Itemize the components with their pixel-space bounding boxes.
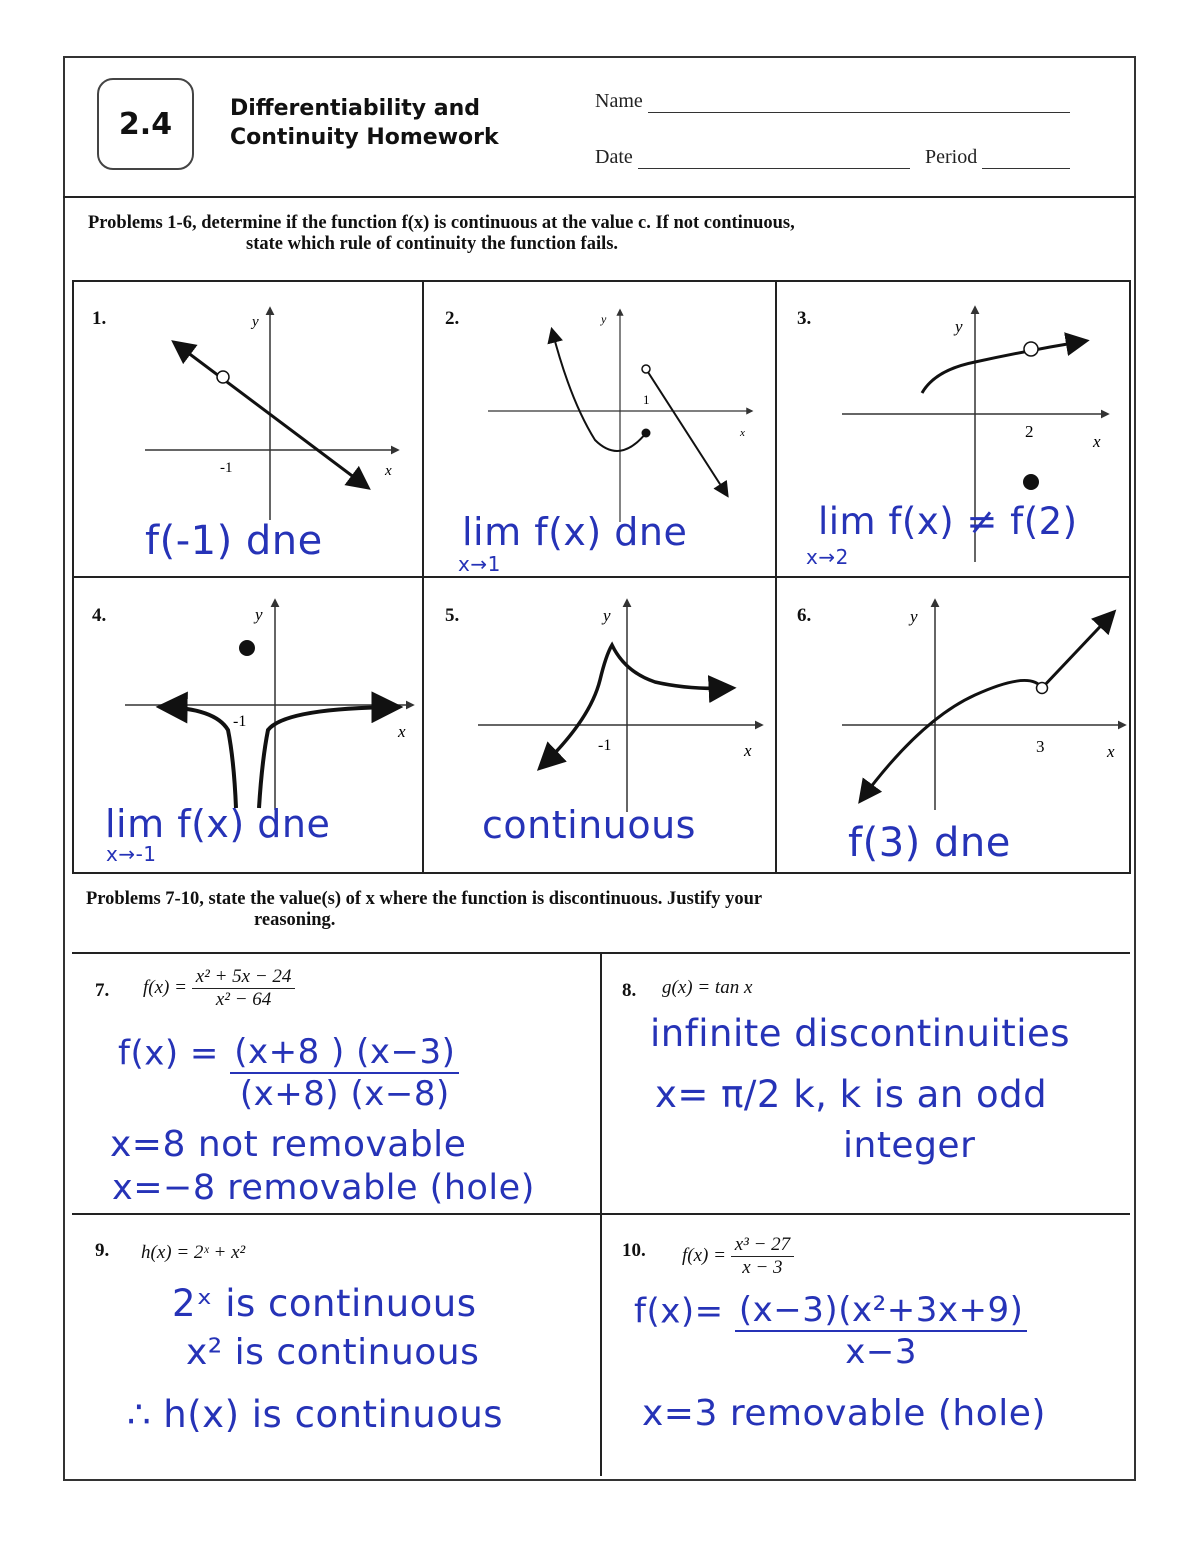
- graph-4-y-label: y: [255, 605, 263, 624]
- problem-5-number: 5.: [445, 605, 460, 626]
- problem-3-answer: lim f(x) ≠ f(2): [818, 500, 1078, 543]
- problem-10-answer-line1: x=3 removable (hole): [642, 1393, 1046, 1434]
- problem-7-work-numerator: (x+8 ) (x−3): [230, 1032, 459, 1074]
- problem-9-expression: h(x) = 2ˣ + x²: [141, 1242, 246, 1263]
- graph-6-x-label: x: [1107, 742, 1115, 761]
- section1-instructions-line2: state which rule of continuity the function fails.: [246, 234, 619, 254]
- problem-9-answer-line1: 2ˣ is continuous: [172, 1282, 477, 1325]
- graph-5: [478, 600, 762, 812]
- problem-8-answer-line2: x= π/2 k, k is an odd: [655, 1073, 1048, 1116]
- problem-5-answer: continuous: [482, 803, 696, 847]
- graph-2-tick-label: 1: [643, 392, 650, 407]
- problem-3-answer-sub: x→2: [806, 545, 849, 569]
- graph-5-tick-label: -1: [598, 737, 612, 754]
- section2-instructions-line2: reasoning.: [254, 910, 336, 930]
- problem-7-work-lhs: f(x) =: [118, 1033, 219, 1074]
- problem-2-answer: lim f(x) dne: [462, 510, 688, 554]
- problem-8-expression: g(x) = tan x: [662, 977, 753, 998]
- section2-instructions-line1: Problems 7-10, state the value(s) of x where the function is discontinuous. Justify your: [86, 889, 763, 909]
- problem-7-work-fraction: [230, 1032, 459, 1114]
- problem-3-number: 3.: [797, 308, 812, 329]
- problem-10-work-denominator: x−3: [845, 1332, 917, 1372]
- title-line-2: Continuity Homework: [230, 125, 499, 150]
- problem-7-work: [118, 1032, 459, 1114]
- graph-4-x-label: x: [398, 722, 406, 741]
- problem-7-answer-line2: x=−8 removable (hole): [112, 1168, 535, 1208]
- problem-8-answer-line1: infinite discontinuities: [650, 1012, 1071, 1055]
- graph-5-x-label: x: [744, 741, 752, 760]
- problem-7-lhs: f(x) =: [143, 976, 187, 998]
- section1-instructions-line1: Problems 1-6, determine if the function f(x) is continuous at the value c. If not continuous,: [88, 213, 795, 233]
- problem-8-number: 8.: [622, 980, 637, 1001]
- problem-9-answer-line2: x² is continuous: [186, 1332, 480, 1373]
- problem-2-answer-sub: x→1: [458, 552, 501, 576]
- problem-7-work-denominator: (x+8) (x−8): [239, 1074, 450, 1114]
- graph-2: [488, 310, 752, 522]
- problem-4-answer: lim f(x) dne: [105, 802, 331, 846]
- section2-instructions: [86, 889, 762, 931]
- graph-6: [842, 600, 1125, 810]
- problem-4-answer-sub: x→-1: [106, 842, 157, 866]
- section-number: 2.4: [118, 106, 173, 142]
- grid2-divider: [600, 952, 602, 1476]
- problem-10-fraction: [731, 1234, 794, 1279]
- problem-7-denominator: x² − 64: [215, 989, 272, 1010]
- graph-3-tick-label: 2: [1025, 422, 1034, 441]
- graph-2-y-label: y: [601, 312, 607, 326]
- problem-7-fraction: [192, 966, 296, 1011]
- period-label: Period: [925, 146, 978, 168]
- problem-4-number: 4.: [92, 605, 107, 626]
- problem-7-number: 7.: [95, 980, 110, 1001]
- graph-1-y-label: y: [252, 314, 259, 330]
- graph-1-x-label: x: [385, 463, 392, 479]
- problem-9-answer-line3: ∴ h(x) is continuous: [127, 1393, 504, 1436]
- graph-4-tick-label: -1: [233, 713, 247, 730]
- name-label: Name: [595, 90, 643, 112]
- problem-1-answer: f(-1) dne: [145, 518, 323, 564]
- problem-1-number: 1.: [92, 308, 107, 329]
- problem-9-number: 9.: [95, 1240, 110, 1261]
- problem-6-number: 6.: [797, 605, 812, 626]
- graph-4: [125, 600, 413, 810]
- graph-1: [145, 308, 398, 520]
- problem-10-lhs: f(x) =: [682, 1244, 726, 1266]
- graph-6-y-label: y: [910, 607, 918, 626]
- problem-10-work-fraction: [735, 1290, 1027, 1372]
- problem-7-numerator: x² + 5x − 24: [192, 966, 296, 989]
- problem-2-number: 2.: [445, 308, 460, 329]
- graph-5-y-label: y: [603, 606, 611, 625]
- problem-10-work: [634, 1290, 1027, 1372]
- problem-7-answer-line1: x=8 not removable: [110, 1124, 467, 1165]
- graph-3-y-label: y: [955, 317, 963, 336]
- title-line-1: Differentiability and: [230, 96, 481, 121]
- problem-6-answer: f(3) dne: [848, 820, 1011, 866]
- graph-1-tick-label: -1: [220, 460, 233, 476]
- problem-10-work-lhs: f(x)=: [634, 1291, 724, 1332]
- problem-10-expression: [682, 1234, 794, 1279]
- graph-2-x-label: x: [740, 427, 745, 439]
- graph-6-tick-label: 3: [1036, 737, 1045, 756]
- graph-3-x-label: x: [1093, 432, 1101, 451]
- problem-8-answer-line3: integer: [843, 1125, 976, 1166]
- problem-10-denominator: x − 3: [742, 1257, 783, 1278]
- problem-10-number: 10.: [622, 1240, 646, 1261]
- problem-10-numerator: x³ − 27: [731, 1234, 794, 1257]
- problem-7-expression: [143, 966, 295, 1011]
- problem-10-work-numerator: (x−3)(x²+3x+9): [735, 1290, 1027, 1332]
- date-label: Date: [595, 146, 633, 168]
